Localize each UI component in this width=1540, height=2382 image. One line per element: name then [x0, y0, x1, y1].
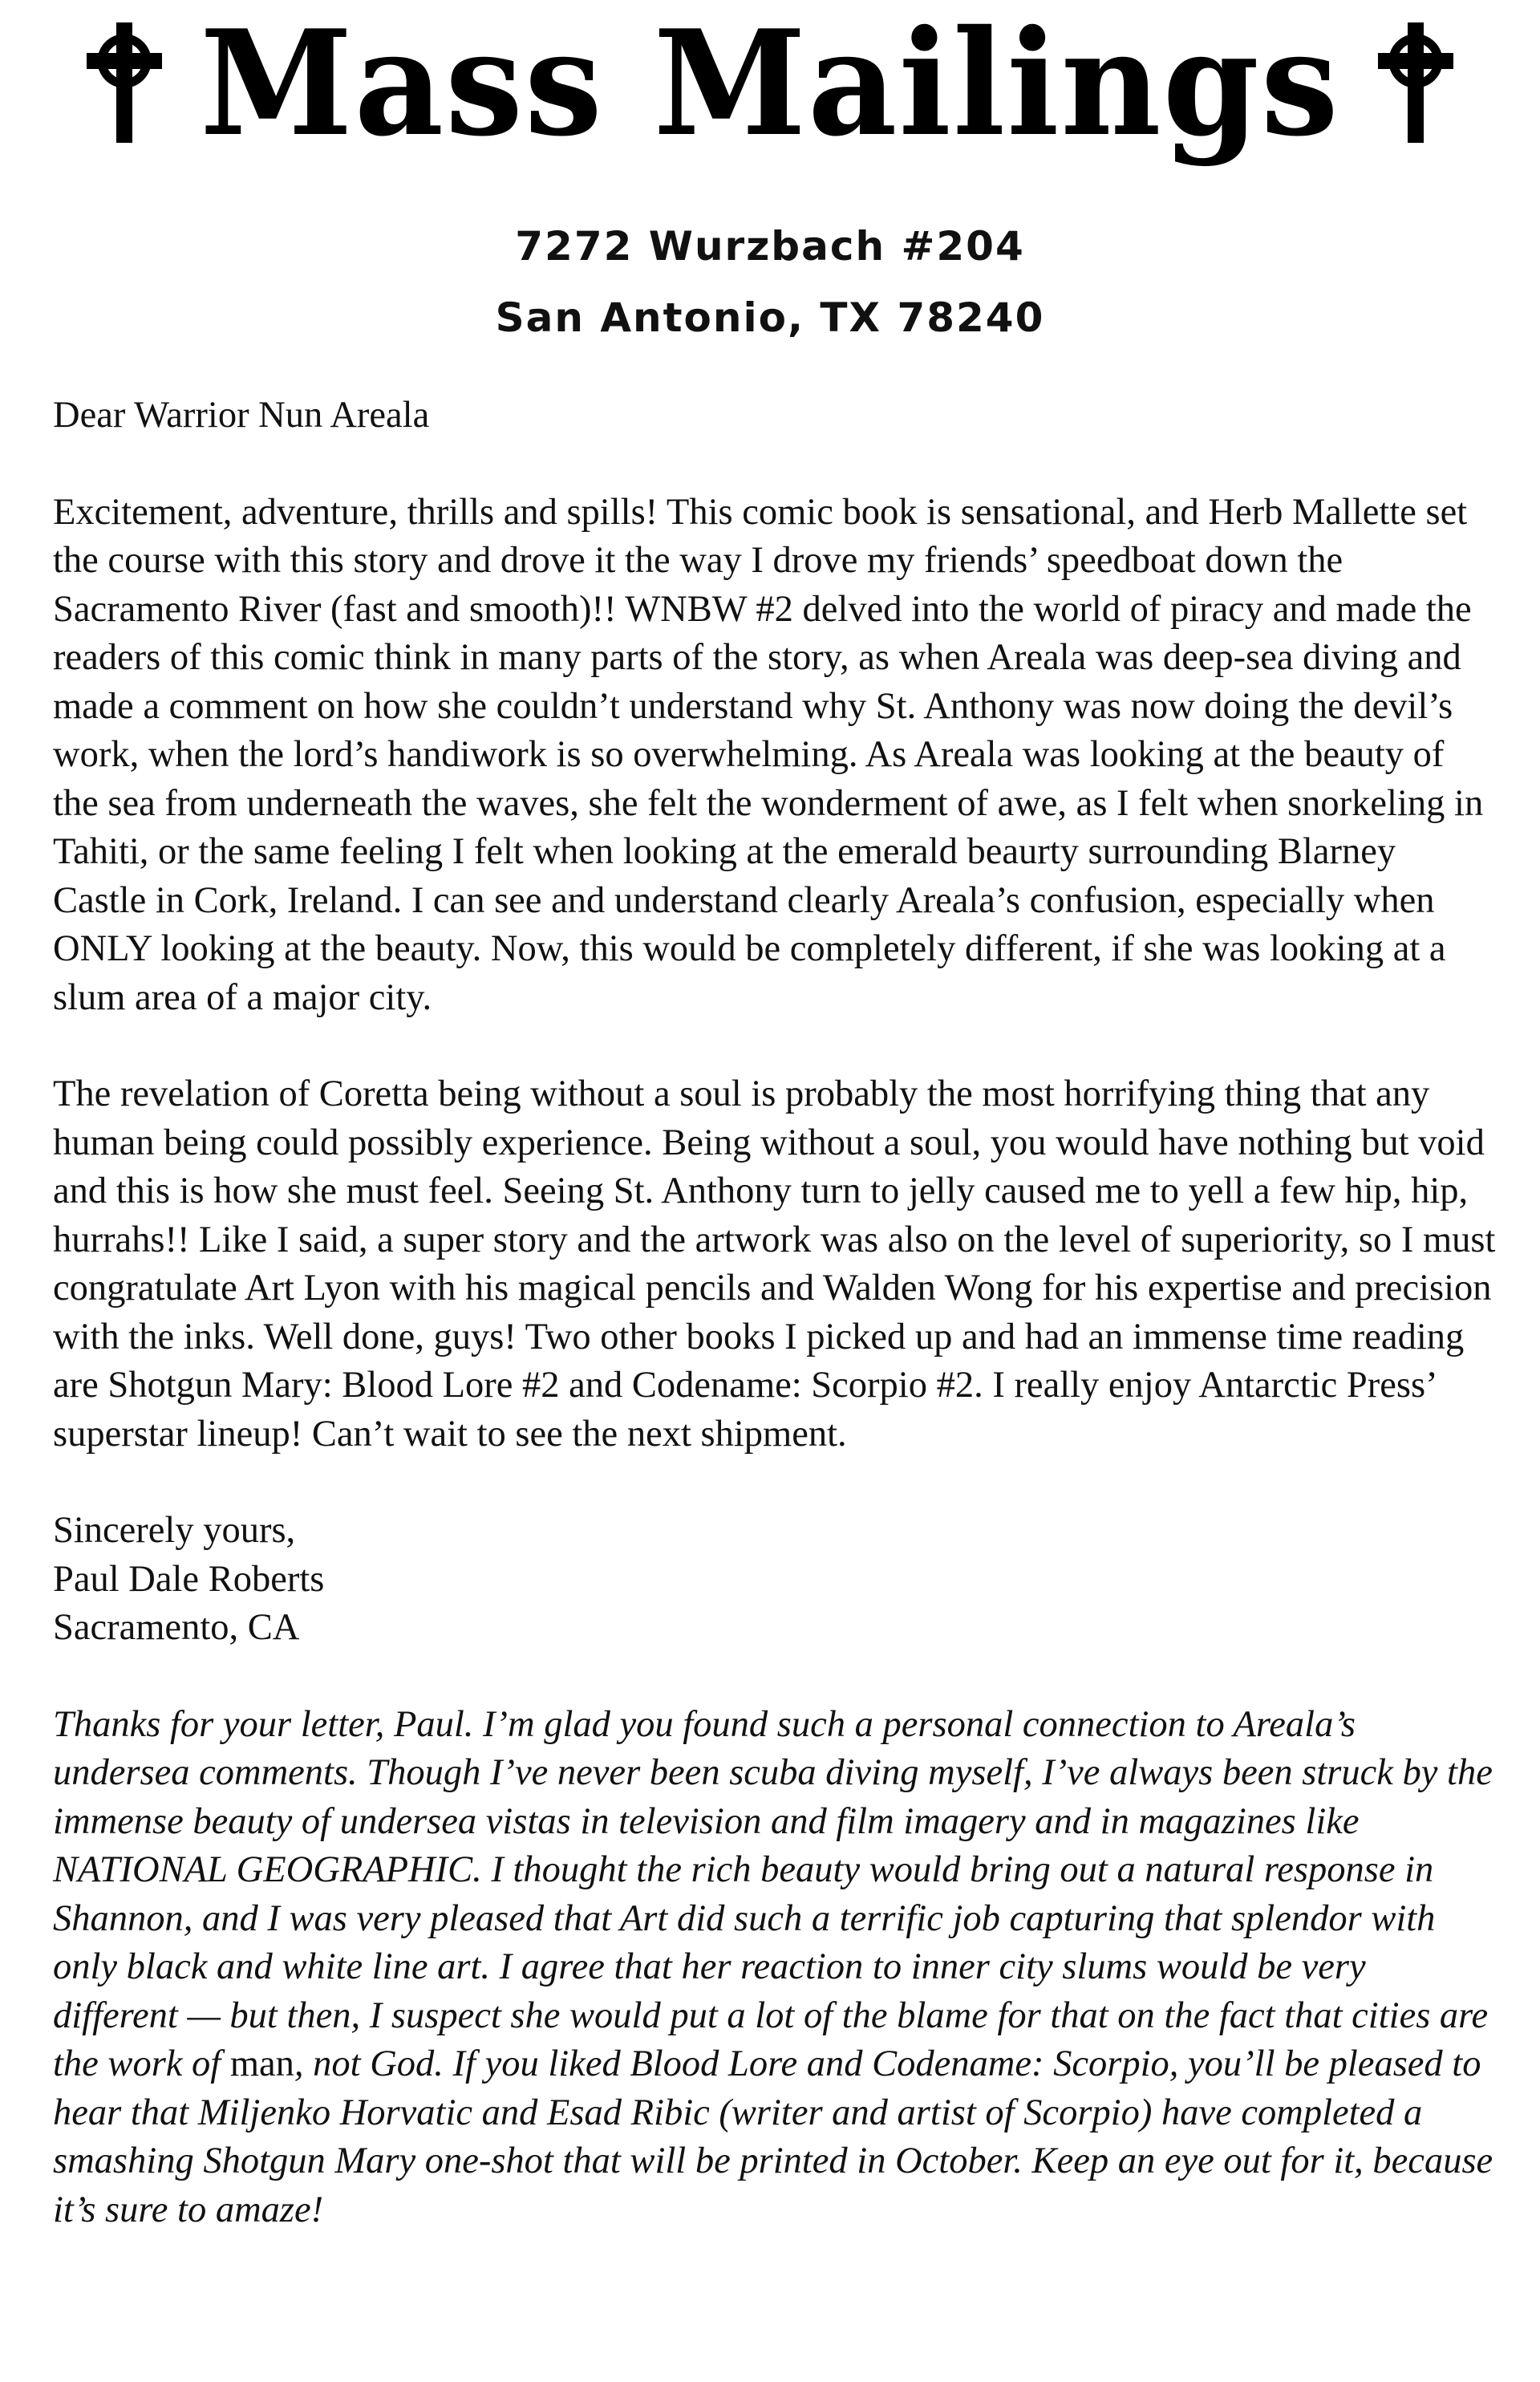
- address-street: 7272 Wurzbach #204: [515, 223, 1025, 270]
- signature-author: Paul Dale Roberts: [53, 1558, 325, 1600]
- address-city: San Antonio, TX 78240: [495, 294, 1045, 341]
- reply-text: Thanks for your letter, Paul. I’m glad you found such a personal connection to Areala’s undersea comments. Though I’ve never been scuba diving myself, I’ve always been struck by the immense beauty of undersea vistas in television and film imagery and in magazines like NATIONAL GEOGRAPHIC. I thought the rich beauty would bring out a natural response in Shannon, and I was very pleased that Art did such a terrific job capturing that splendor with only black and white line art. I agree that her reaction to inner city slums would be very different — but then, I suspect she would put a lot of the blame for that on the fact that cities are the work of: [53, 1703, 1493, 2084]
- reply-upright-word: man: [229, 2043, 294, 2084]
- masthead-title: Mass Mailings: [200, 0, 1340, 169]
- reader-letter: [53, 392, 1497, 2283]
- signature-closing: Sincerely yours,: [53, 1510, 296, 1551]
- celtic-cross-icon: [80, 18, 168, 146]
- letter-paragraph: Excitement, adventure, thrills and spills! This comic book is sensational, and Herb Mallette set the course with this story and drove it the way I drove my friends’ speedboat down the Sacramento River (fast and smooth)!! WNBW #2 delved into the world of piracy and made the readers of this comic think in many parts of the story, as when Areala was deep-sea diving and made a comment on how she couldn’t understand why St. Anthony was now doing the devil’s work, when the lord’s handiwork is so overwhelming. As Areala was looking at the beauty of the sea from underneath the waves, she felt the wonderment of awe, as I felt when snorkeling in Tahiti, or the same feeling I felt when looking at the emerald beaurty surrounding Blarney Castle in Cork, Ireland. I can see and understand clearly Areala’s confusion, especially when ONLY looking at the beauty. Now, this would be completely different, if she was looking at a slum area of a major city.: [53, 491, 1484, 1018]
- letter-paragraph: The revelation of Coretta being without a soul is probably the most horrifying thing that any human being could possibly experience. Being without a soul, you would have nothing but void and this is how she must feel. Seeing St. Anthony turn to jelly caused me to yell a few hip, hip, hurrahs!! Like I said, a super story and the artwork was also on the level of superiority, so I must congratulate Art Lyon with his magical pencils and Walden Wong for his expertise and precision with the inks. Well done, guys! Two other books I picked up and had an immense time reading are Shotgun Mary: Blood Lore #2 and Codename: Scorpio #2. I really enjoy Antarctic Press’ superstar lineup! Can’t wait to see the next shipment.: [53, 1073, 1496, 1455]
- signature-location: Sacramento, CA: [53, 1607, 300, 1648]
- celtic-cross-icon: [1372, 18, 1460, 146]
- letter-signature: [53, 1507, 1497, 1653]
- editor-reply: [53, 1701, 1497, 2235]
- masthead: [80, 0, 1460, 341]
- reply-text: , not God. If you liked Blood Lore and Codename: Scorpio, you’ll be pleased to hear that Miljenko Horvatic and Esad Ribic (writer and artist of Scorpio) have completed a smashing Shotgun Mary one-shot that will be printed in October. Keep an eye out for it, because it’s sure to amaze!: [53, 2043, 1493, 2230]
- letter-salutation: Dear Warrior Nun Areala: [53, 395, 430, 436]
